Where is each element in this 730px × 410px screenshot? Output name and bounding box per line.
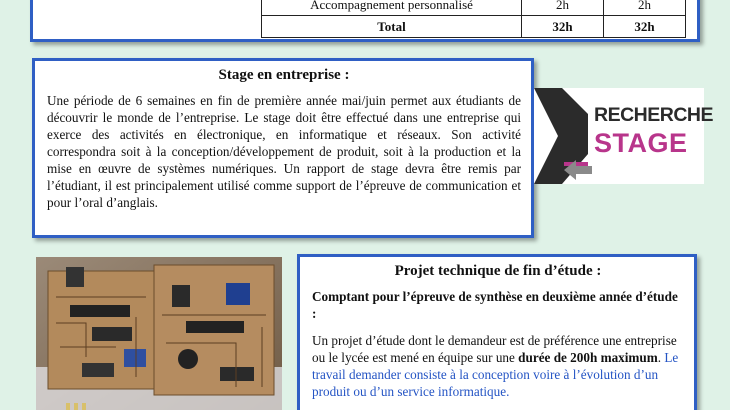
stage-title: Stage en entreprise : <box>218 67 350 83</box>
table-cell-value: 32h <box>604 16 686 38</box>
projet-text-part1: Un projet d’étude dont le demandeur est de préférence une entreprise ou le lycée est mené en équipe sur une <box>312 333 677 365</box>
hours-table-box <box>30 0 700 42</box>
projet-description <box>312 332 684 400</box>
projet-work-description: Le travail demander consiste à la conception voire à l’évolution d’un produit ou d’un service informatique. <box>312 350 679 399</box>
projet-section <box>297 254 697 410</box>
projet-text-part2: . <box>657 350 665 365</box>
table-cell-label: Accompagnement personnalisé <box>262 0 522 16</box>
projet-subtitle: Comptant pour l’épreuve de synthèse en deuxième année d’étude : <box>312 289 678 321</box>
logo-text-recherche: RECHERCHE <box>594 104 714 126</box>
table-cell-value: 32h <box>522 16 604 38</box>
electronic-boards-photo <box>36 257 282 410</box>
table-row-total <box>262 16 686 38</box>
table-row <box>262 0 686 16</box>
hours-table <box>261 0 686 38</box>
table-cell-label: Total <box>262 16 522 38</box>
recherche-stage-logo <box>534 88 714 184</box>
stage-section <box>32 58 534 238</box>
table-cell-value: 2h <box>604 0 686 16</box>
logo-text-stage: STAGE <box>594 128 688 158</box>
table-cell-value: 2h <box>522 0 604 16</box>
projet-title: Projet technique de fin d’étude : <box>394 263 602 279</box>
projet-duration: durée de 200h maximum <box>518 350 658 365</box>
stage-description: Une période de 6 semaines en fin de première année mai/juin permet aux étudiants de découvrir le monde de l’entreprise. Le stage doit être effectué dans une entreprise qui exerce des activités en électronique, en informatique et réseaux. Son activité correspondra soit à la conception/développement de produit, soit à la production et la mise en œuvre de systèmes numériques. Un rapport de stage devra être remis par l’étudiant, il est principalement utilisé comme support de l’épreuve de communication et pour l’oral d’anglais. <box>47 93 521 210</box>
